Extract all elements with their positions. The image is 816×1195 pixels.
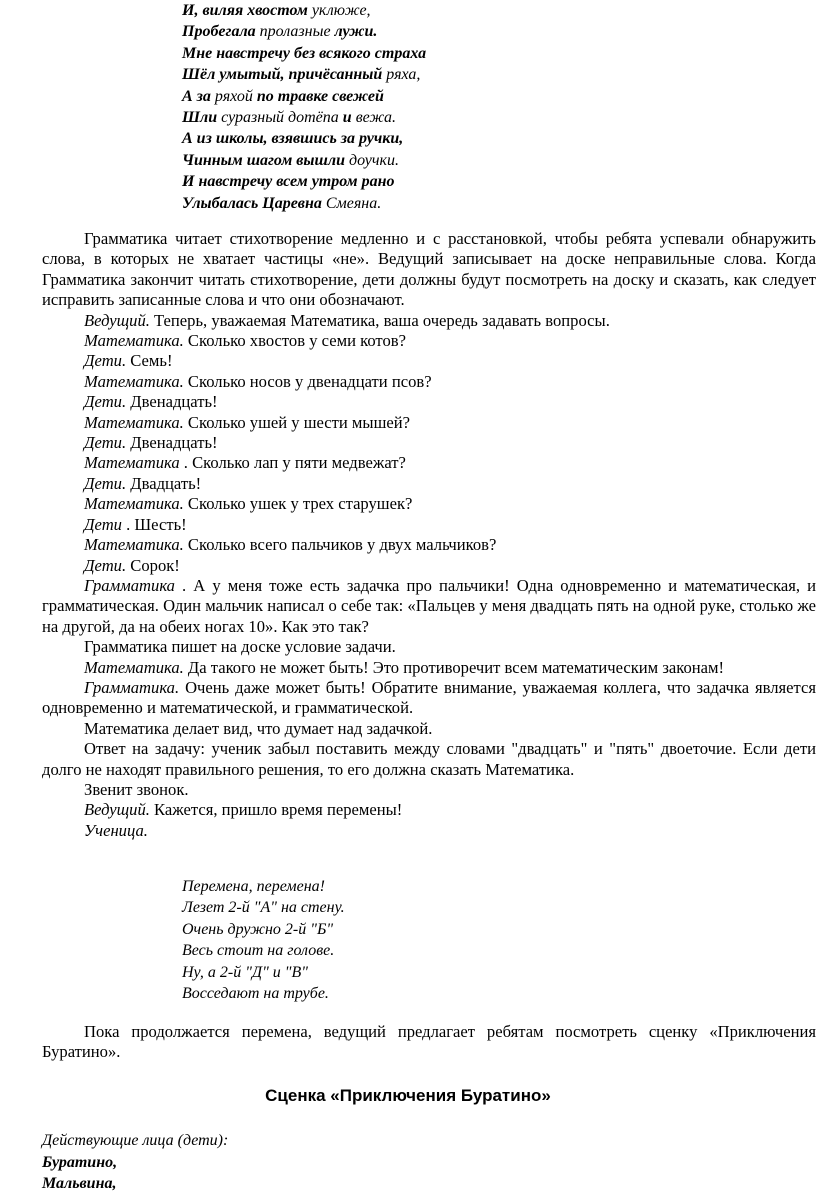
speech-text: Двенадцать! <box>126 433 218 453</box>
dialogue-section <box>42 229 816 841</box>
dialogue-line <box>42 821 816 841</box>
paragraph: Грамматика пишет на доске условие задачи. <box>84 637 396 657</box>
speaker-name: Дети. <box>84 392 127 412</box>
dialogue-line <box>42 800 816 820</box>
poem-line <box>182 171 426 192</box>
poem-line <box>182 86 426 107</box>
italic-text: суразный дотёпа <box>221 109 343 127</box>
recess-paragraph <box>42 1022 816 1063</box>
speech-text: Очень даже может быть! Обратите внимание, уважаемая коллега, что задачка является одновременно и математической, и грамматической. <box>42 677 816 718</box>
poem-line <box>182 193 426 214</box>
speech-text: Двадцать! <box>126 473 202 493</box>
dialogue-line <box>42 535 816 555</box>
dialogue-line <box>42 453 816 473</box>
speaker-name: Грамматика <box>84 575 175 595</box>
bold-text: И навстречу всем утром рано <box>182 173 395 191</box>
dialogue-line <box>42 678 816 719</box>
speaker-name: Математика. <box>84 371 184 391</box>
poem-line <box>182 21 426 42</box>
italic-text: доучки. <box>348 151 399 169</box>
speaker-name: Дети. <box>84 555 127 575</box>
paragraph: Звенит звонок. <box>84 779 189 799</box>
dialogue-line <box>42 433 816 453</box>
speaker-name: Ведущий. <box>84 800 150 820</box>
dialogue-line <box>42 576 816 637</box>
poem-line: Перемена, перемена! <box>182 878 325 895</box>
dialogue-line <box>42 311 816 331</box>
bold-text: Шли <box>182 109 222 127</box>
speech-text: Двенадцать! <box>126 392 218 412</box>
bold-text: А за <box>182 87 215 105</box>
bold-text: Улыбалась Царевна <box>182 194 326 212</box>
poem-recess <box>182 876 345 1004</box>
paragraph: Ответ на задачу: ученик забыл поставить между словами "двадцать" и "пять" двоеточие. Если дети долго не находят правильного решения, то его должна сказать Математика. <box>42 739 816 779</box>
italic-text: пролазные <box>259 23 335 41</box>
dialogue-line <box>42 351 816 371</box>
italic-text: уклюже, <box>311 2 371 19</box>
poem-line <box>182 0 426 21</box>
dialogue-line <box>42 392 816 412</box>
speaker-name: Математика. <box>84 494 184 514</box>
poem-line <box>182 150 426 171</box>
speech-text: . Сколько лап у пяти медвежат? <box>179 453 406 473</box>
poem-line <box>182 128 426 149</box>
dialogue-line <box>42 556 816 576</box>
paragraph: Пока продолжается перемена, ведущий предлагает ребятам посмотреть сценку «Приключения Буратино». <box>42 1022 816 1062</box>
poem-line: Восседают на трубе. <box>182 985 329 1003</box>
poem-line <box>182 107 426 128</box>
bold-text: и <box>342 109 352 127</box>
poem-line <box>182 64 426 85</box>
bold-text: Чинным шагом вышли <box>182 151 349 169</box>
bold-text: по травке свежей <box>256 87 384 105</box>
cast-member: Буратино, <box>42 1153 118 1171</box>
speaker-name: Ученица. <box>84 820 148 840</box>
speech-text: Да такого не может быть! Это противоречит всем математическим законам! <box>183 657 725 677</box>
speech-text: Теперь, уважаемая Математика, ваша очередь задавать вопросы. <box>149 310 610 330</box>
bold-text: Шёл умытый, причёсанный <box>182 66 387 84</box>
bold-text: И, виляя хвостом <box>182 2 312 19</box>
poem-line <box>182 43 426 64</box>
italic-text: ряха, <box>386 66 421 84</box>
speech-text: Сколько всего пальчиков у двух мальчиков? <box>183 535 497 555</box>
speech-text: Сколько хвостов у семи котов? <box>183 331 406 351</box>
speech-text: Сколько носов у двенадцати псов? <box>183 371 432 391</box>
dialogue-line <box>42 474 816 494</box>
scene-title: Сценка «Приключения Буратино» <box>265 1086 551 1105</box>
bold-text: А из школы, взявшись за ручки, <box>182 130 404 148</box>
speech-text: Кажется, пришло время перемены! <box>149 800 403 820</box>
speech-text: Сколько ушек у трех старушек? <box>183 494 413 514</box>
speaker-name: Дети. <box>84 351 127 371</box>
speaker-name: Дети. <box>84 433 127 453</box>
italic-text: вежа. <box>351 109 397 127</box>
speaker-name: Ведущий. <box>84 310 150 330</box>
poem-line: Весь стоит на голове. <box>182 942 335 960</box>
italic-text: Смеяна. <box>325 194 382 212</box>
speech-text: . Шесть! <box>121 514 187 534</box>
dialogue-line <box>42 515 816 535</box>
italic-text: ряхой <box>214 87 257 105</box>
paragraph: Грамматика читает стихотворение медленно и с расстановкой, чтобы ребята успевали обнаружить слова, в которых не хватает частицы «не». Ведущий записывает на доске неправильные слова. Когда Грамматика закончит читать стихотворение, дети должны будут посмотреть на доску и сказать, как следует исправить записанные слова и что они обозначают. <box>42 229 816 310</box>
bold-text: Мне навстречу без всякого страха <box>182 44 427 62</box>
poem-line: Очень дружно 2-й "Б" <box>182 920 334 938</box>
speaker-name: Математика. <box>84 331 184 351</box>
dialogue-line <box>42 372 816 392</box>
speech-text: Семь! <box>126 351 173 371</box>
dialogue-line <box>42 494 816 514</box>
dialogue-line <box>42 658 816 678</box>
cast-heading: Действующие лица (дети): <box>42 1132 229 1149</box>
speaker-name: Дети. <box>84 473 127 493</box>
dialogue-line <box>42 413 816 433</box>
poem-line: Лезет 2-й "А" на стену. <box>182 899 345 917</box>
speech-text: Сколько ушей у шести мышей? <box>183 412 410 432</box>
speaker-name: Грамматика. <box>84 677 180 697</box>
speaker-name: Математика. <box>84 412 184 432</box>
poem-not-particle <box>182 0 426 214</box>
poem-line: Ну, а 2-й "Д" и "В" <box>182 963 309 981</box>
speech-text: . А у меня тоже есть задачка про пальчики! Одна одновременно и математическая, и грамматическая. Один мальчик написал о себе так: «Пальцев у меня двадцать пять на одной руке, столько же на другой, да на обеих ногах 10». Как это так? <box>42 575 816 636</box>
speaker-name: Математика <box>84 453 180 473</box>
speaker-name: Дети <box>84 514 122 534</box>
speech-text: Сорок! <box>126 555 180 575</box>
dialogue-line <box>42 331 816 351</box>
bold-text: лужи. <box>334 23 378 41</box>
speaker-name: Математика. <box>84 657 184 677</box>
cast-member: Мальвина, <box>42 1175 117 1192</box>
cast-list <box>42 1130 228 1195</box>
speaker-name: Математика. <box>84 535 184 555</box>
bold-text: Пробегала <box>182 23 260 41</box>
paragraph: Математика делает вид, что думает над задачкой. <box>84 718 433 738</box>
